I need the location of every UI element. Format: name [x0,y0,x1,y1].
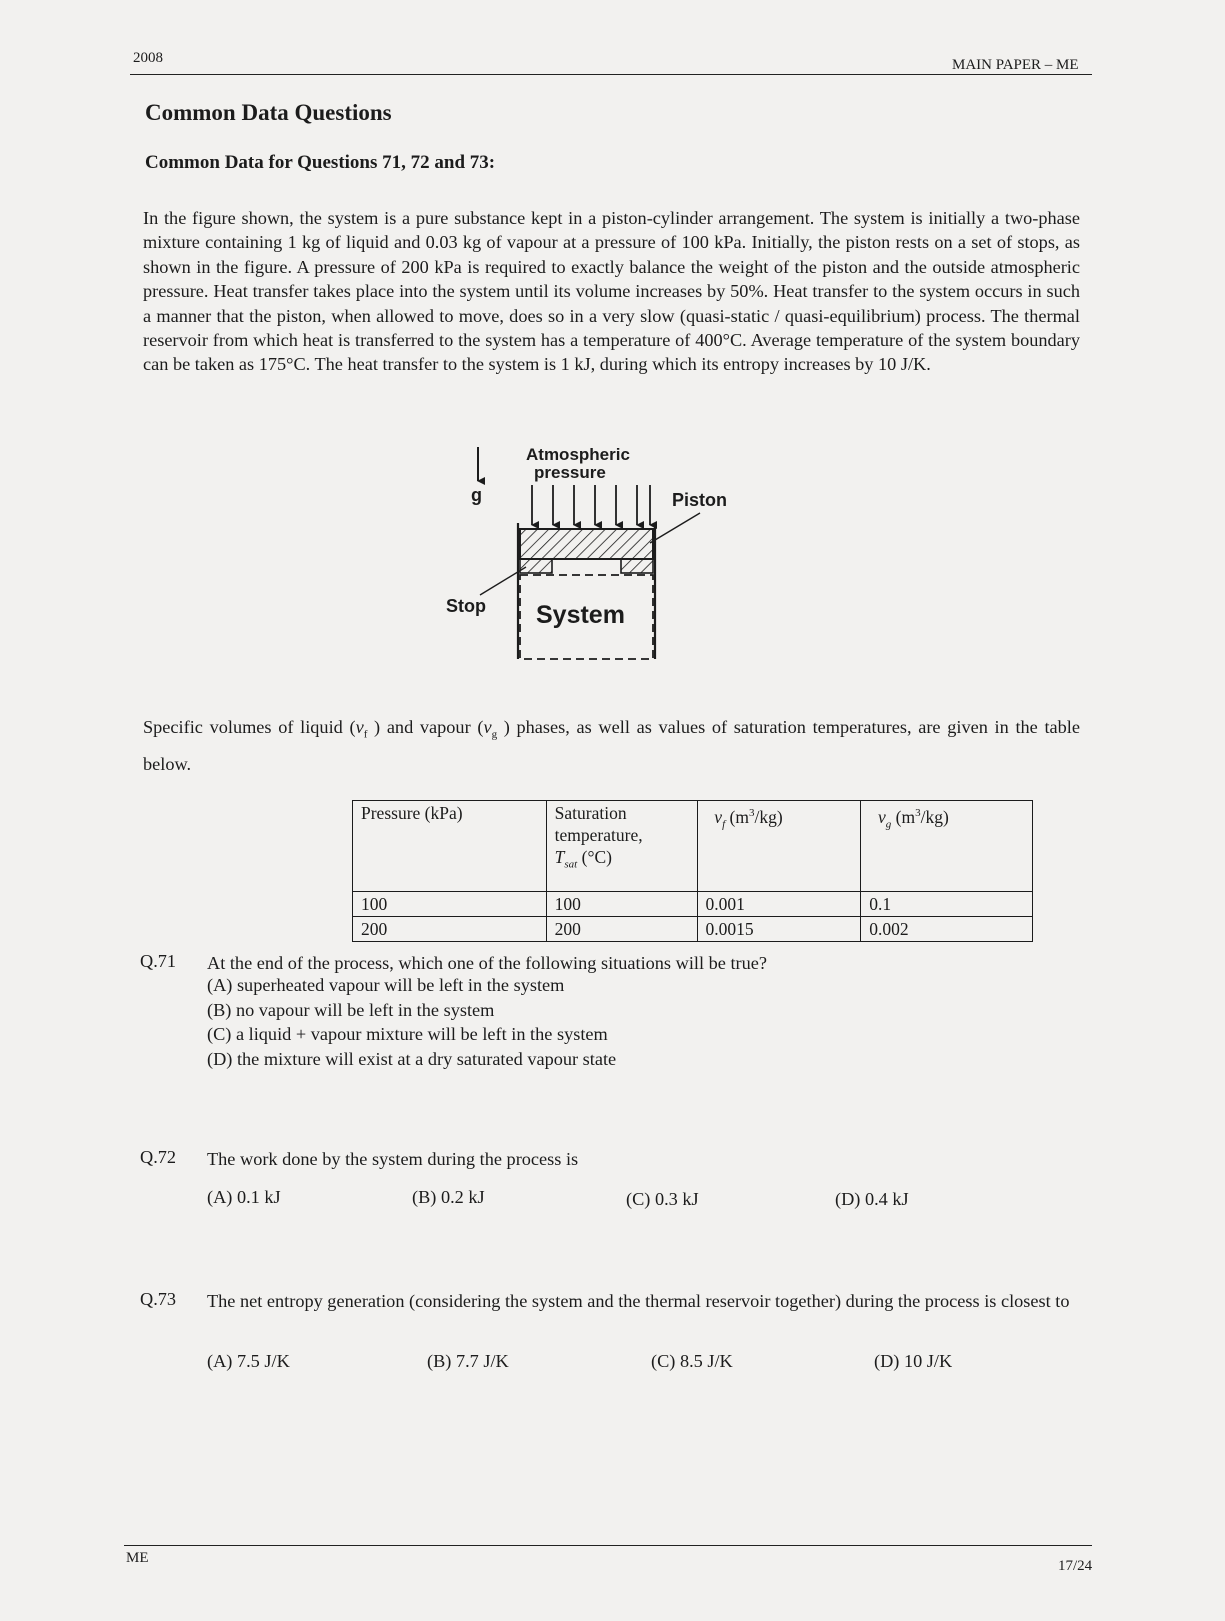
header-vg-unit-sup: 3 [915,807,921,819]
header-vg-unit-b: /kg) [920,806,949,827]
header-sat-subscript: sat [564,858,578,871]
table-row [353,917,1033,942]
question-73-text: The net entropy generation (considering the system and the thermal reservoir together) during the process is closest to [207,1291,1070,1311]
question-73-number: Q.73 [140,1289,177,1309]
table-header-row [353,801,1033,892]
question-71-text: At the end of the process, which one of the following situations will be true? [207,953,767,973]
cell-tsat: 100 [546,892,697,917]
footer-page-number: 17/24 [1058,1558,1093,1574]
table-intro-text-1: Specific volumes of liquid ( [143,717,356,737]
piston-cylinder-figure [440,445,800,695]
header-year: 2008 [133,50,163,66]
vf-symbol: v [355,717,364,737]
question-72-number: Q.72 [140,1147,177,1167]
question-72-text: The work done by the system during the process is [207,1149,579,1169]
atmospheric-label-line1: Atmospheric [526,445,630,464]
intro-paragraph: In the figure shown, the system is a pure substance kept in a piston-cylinder arrangement. The system is initially a two-phase mixture containing 1 kg of liquid and 0.03 kg of vapour at a pressure of 100 kPa. Initially, the piston rests on a set of stops, as shown in the figure. A pressure of 200 kPa is required to exactly balance the weight of the piston and the outside atmospheric pressure. Heat transfer takes place into the system until its volume increases by 50%. Heat transfer to the system occurs in such a manner that the piston, when allowed to move, does so in a very slow (quasi-static / quasi-equilibrium) process. The thermal reservoir from which heat is transferred to the system has a temperature of 400°C. Average temperature of the system boundary can be taken as 175°C. The heat transfer to the system is 1 kJ, during which its entropy increases by 10 J/K. [143,208,1080,375]
piston-leader-line [650,513,700,543]
header-pressure: Pressure (kPa) [353,801,547,892]
pressure-arrows-icon [532,485,650,525]
question-73-option-c: (C) 8.5 J/K [651,1351,733,1371]
question-72-option-d: (D) 0.4 kJ [835,1189,909,1209]
header-sat-symbol: T [554,847,565,867]
table-row [353,892,1033,917]
header-vf-symbol: v [714,806,723,827]
cell-vg: 0.002 [861,917,1033,942]
header-paper-title: MAIN PAPER – ME [952,57,1079,73]
header-vf-unit-b: /kg) [754,806,783,827]
cell-vf: 0.0015 [697,917,861,942]
question-71-option-b: (B) no vapour will be left in the system [207,1000,495,1020]
header-vf-unit-a: (m [725,806,749,827]
atmospheric-label-line2: pressure [534,463,606,482]
stop-label: Stop [446,596,486,616]
vg-symbol: v [483,717,492,737]
header-sat-line2: temperature, [554,825,643,845]
common-data-heading: Common Data for Questions 71, 72 and 73: [145,152,496,173]
question-71-option-a: (A) superheated vapour will be left in the system [207,975,565,995]
question-73-option-d: (D) 10 J/K [874,1351,953,1371]
question-73-option-b: (B) 7.7 J/K [427,1351,509,1371]
question-72-option-a: (A) 0.1 kJ [207,1187,281,1207]
question-73-option-a: (A) 7.5 J/K [207,1351,290,1371]
gravity-label: g [471,485,482,505]
left-stop-icon [520,559,552,573]
piston-label: Piston [672,490,728,510]
cell-pressure: 200 [353,917,547,942]
cell-tsat: 200 [546,917,697,942]
header-sat-unit: (°C) [577,847,612,867]
section-title: Common Data Questions [145,100,392,125]
cell-pressure: 100 [353,892,547,917]
vf-subscript: f [363,728,368,741]
question-71-option-d: (D) the mixture will exist at a dry saturated vapour state [207,1049,617,1069]
header-vf [697,801,861,892]
footer-rule [124,1545,1092,1546]
cell-vg: 0.1 [861,892,1033,917]
question-72-option-c: (C) 0.3 kJ [626,1189,699,1209]
header-vg-symbol: v [878,806,886,827]
piston-icon [520,529,653,559]
header-vf-subscript: f [722,818,726,831]
question-72-option-b: (B) 0.2 kJ [412,1187,485,1207]
saturation-table [352,800,1033,942]
footer-subject: ME [126,1550,149,1566]
header-vg-subscript: g [885,818,892,831]
header-vg [861,801,1033,892]
table-intro-text-3: ) phases, as well as values of saturation temperatures, are given in the table below. [143,717,1080,774]
cell-vf: 0.001 [697,892,861,917]
header-rule [130,74,1092,75]
header-sat-line1: Saturation [554,803,627,823]
question-71-option-c: (C) a liquid + vapour mixture will be left in the system [207,1024,608,1044]
right-stop-icon [621,559,653,573]
table-intro-paragraph [143,713,1080,779]
system-label: System [536,601,625,629]
table-intro-text-2: ) and vapour ( [367,717,484,737]
header-vg-unit-a: (m [891,806,916,827]
vg-subscript: g [491,728,498,741]
question-71-number: Q.71 [140,951,177,971]
header-vf-unit-sup: 3 [748,807,755,819]
header-saturation-temperature [546,801,697,892]
